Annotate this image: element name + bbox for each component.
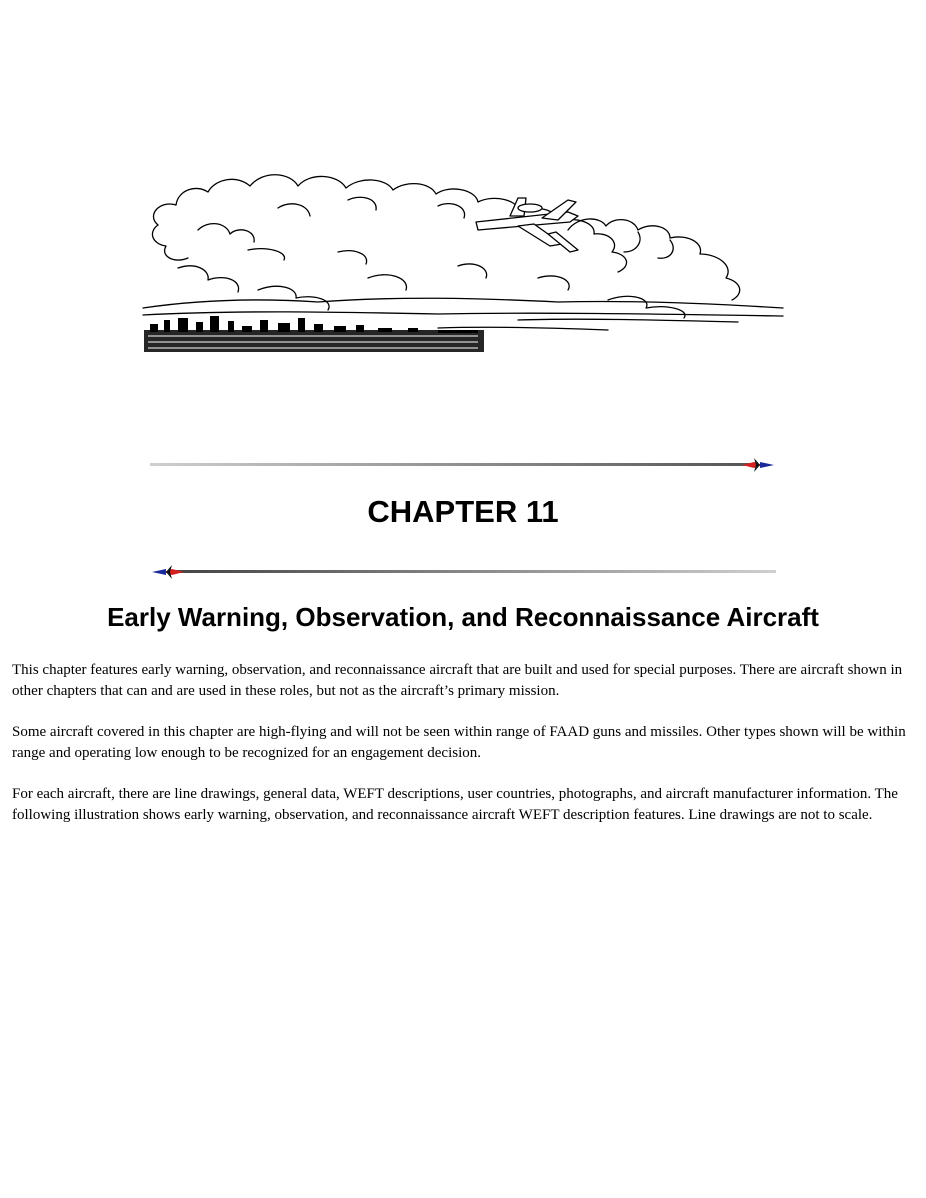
cloud-aircraft-illustration bbox=[138, 160, 788, 360]
bottom-divider-rule bbox=[150, 565, 776, 579]
paragraph: For each aircraft, there are line drawings, general data, WEFT descriptions, user countries, photographs, and aircraft manufacturer information. The following illustration shows early warning, observation, and reconnaissance aircraft WEFT description features. Line drawings are not to scale. bbox=[12, 786, 898, 823]
top-divider-rule bbox=[150, 458, 776, 472]
paragraph: This chapter features early warning, observation, and reconnaissance aircraft that are built and used for special purposes. There are aircraft shown in other chapters that can and are used in these roles, but not as the aircraft’s primary mission. bbox=[12, 662, 903, 699]
jet-icon bbox=[742, 458, 774, 472]
chapter-title: Early Warning, Observation, and Reconnaissance Aircraft bbox=[107, 602, 819, 632]
paragraph: Some aircraft covered in this chapter are high-flying and will not be seen within range of FAAD guns and missiles. Other types shown will be within range and operating low enough to be recognized for an engagement decision. bbox=[12, 724, 906, 761]
chapter-number: CHAPTER 11 bbox=[367, 494, 559, 529]
chapter-intro bbox=[12, 660, 912, 846]
jet-icon bbox=[152, 565, 184, 579]
